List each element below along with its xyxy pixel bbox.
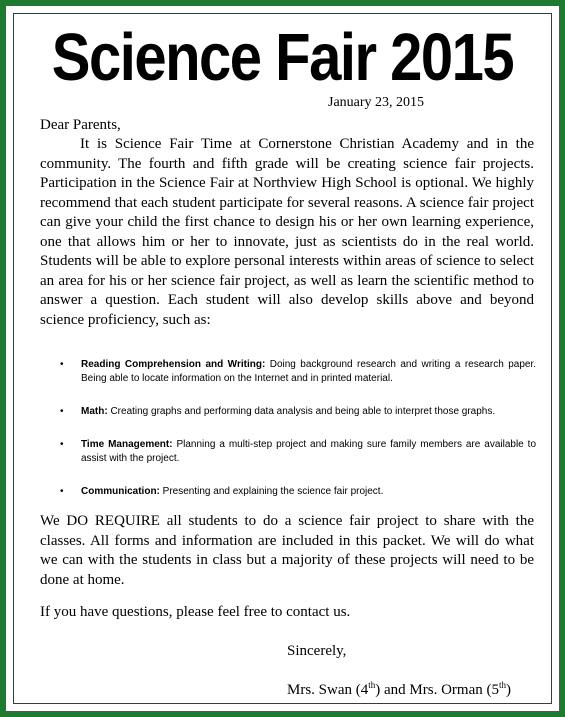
signature-superscript: th <box>368 680 376 690</box>
signature-part: ) <box>506 682 512 698</box>
bullet-label: Time Management: <box>81 439 173 450</box>
questions-paragraph: If you have questions, please feel free to contact us. <box>40 604 351 620</box>
bullet-icon: • <box>60 359 64 370</box>
signature-part: ) and Mrs. Orman (5 <box>375 682 499 698</box>
signature-superscript: th <box>499 680 507 690</box>
list-item <box>60 438 536 466</box>
bullet-text: Planning a multi-step project and making sure family members are available to assist with the project. <box>81 439 537 464</box>
letter-date: January 23, 2015 <box>328 95 425 110</box>
bullet-label: Reading Comprehension and Writing: <box>81 359 266 370</box>
closing: Sincerely, <box>287 643 347 659</box>
intro-paragraph: It is Science Fair Time at Cornerstone Christian Academy and in the community. The fourth and fifth grade will be creating science fair projects. Participation in the Science Fair at Northview High School is optional. We highly recommend that each student participate for several reasons. A science fair project can give your child the first chance to design his or her own learning experience, one that allows him or her to innovate, just as scientists do in the real world. Students will be able to explore personal interests within areas of science to select an area for his or her science fair project, as well as learn the scientific method to answer a question. Each student will also develop skills above and beyond science proficiency, such as: <box>40 136 534 328</box>
bullet-icon: • <box>60 486 64 497</box>
document-title: Science Fair 2015 <box>51 20 514 96</box>
signature-part: Mrs. Swan (4 <box>287 682 369 698</box>
bullet-icon: • <box>60 406 64 417</box>
requirement-paragraph: We DO REQUIRE all students to do a science fair project to share with the classes. All forms and information are included in this packet. We will do what we can with the students in class but a majority of these projects will need to be done at home. <box>40 513 534 588</box>
list-item <box>60 358 536 386</box>
bullet-text: Presenting and explaining the science fair project. <box>159 486 384 497</box>
signature <box>287 680 511 699</box>
bullet-icon: • <box>60 439 64 450</box>
bullet-label: Math: <box>81 406 108 417</box>
skills-list <box>60 358 536 499</box>
bullet-label: Communication: <box>81 486 160 497</box>
list-item <box>60 485 536 499</box>
bullet-text: Creating graphs and performing data analysis and being able to interpret those graphs. <box>107 406 496 417</box>
greeting: Dear Parents, <box>40 117 121 133</box>
list-item <box>60 405 536 419</box>
bullet-text: Doing background research and writing a research paper. Being able to locate information on the Internet and in printed material. <box>81 359 537 384</box>
